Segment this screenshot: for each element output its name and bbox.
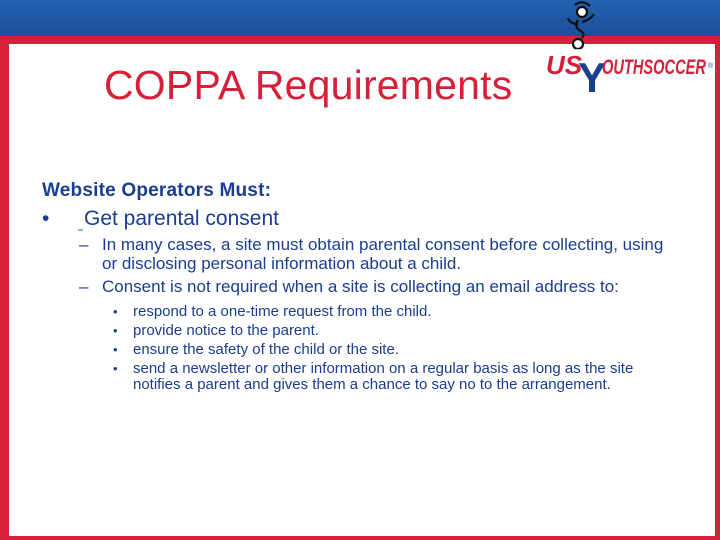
logo-us-text: US: [546, 50, 583, 80]
sub-bullet-text: In many cases, a site must obtain parental consent before collecting, using or disclosing personal information about a child.: [102, 235, 664, 273]
bullet-marker: •: [113, 342, 118, 357]
text-cursor-mark: [78, 229, 83, 231]
section-heading: Website Operators Must:: [42, 180, 272, 201]
logo-y-text: Y: [578, 54, 607, 101]
soccer-player-figure-icon: [568, 2, 594, 49]
bullet-marker: •: [113, 361, 118, 376]
slide-title: COPPA Requirements: [104, 62, 513, 108]
sub-bullet-text: Consent is not required when a site is collecting an email address to:: [102, 277, 619, 296]
bullet-marker: •: [42, 207, 50, 230]
sub-sub-bullet-text: send a newsletter or other information on a regular basis as long as the site notifies a parent and gives them a chance to say no to the arrangement.: [133, 360, 634, 393]
sub-sub-bullet: [42, 304, 673, 320]
logo-trademark: ®: [708, 63, 714, 70]
bullet-text: Get parental consent: [84, 207, 279, 230]
slide-body: [42, 180, 702, 396]
sub-sub-bullet-text: provide notice to the parent.: [133, 322, 319, 339]
sub-sub-bullet: [42, 342, 673, 358]
bullet-marker: •: [113, 304, 118, 319]
sub-sub-list: [42, 304, 702, 393]
us-youth-soccer-logo: [538, 0, 720, 102]
dash-marker: –: [79, 277, 89, 296]
sub-sub-bullet-text: respond to a one-time request from the child.: [133, 303, 432, 320]
sub-bullet: [42, 235, 682, 273]
bullet-marker: •: [113, 323, 118, 338]
sub-sub-bullet: [42, 323, 673, 339]
sub-sub-bullet-text: ensure the safety of the child or the site.: [133, 341, 399, 358]
sub-bullet: [42, 277, 682, 296]
sub-sub-bullet: [42, 361, 673, 393]
bullet-level1: [42, 207, 702, 231]
logo-outhsoccer-text: OUTHSOCCER: [602, 56, 707, 79]
dash-marker: –: [79, 235, 89, 254]
